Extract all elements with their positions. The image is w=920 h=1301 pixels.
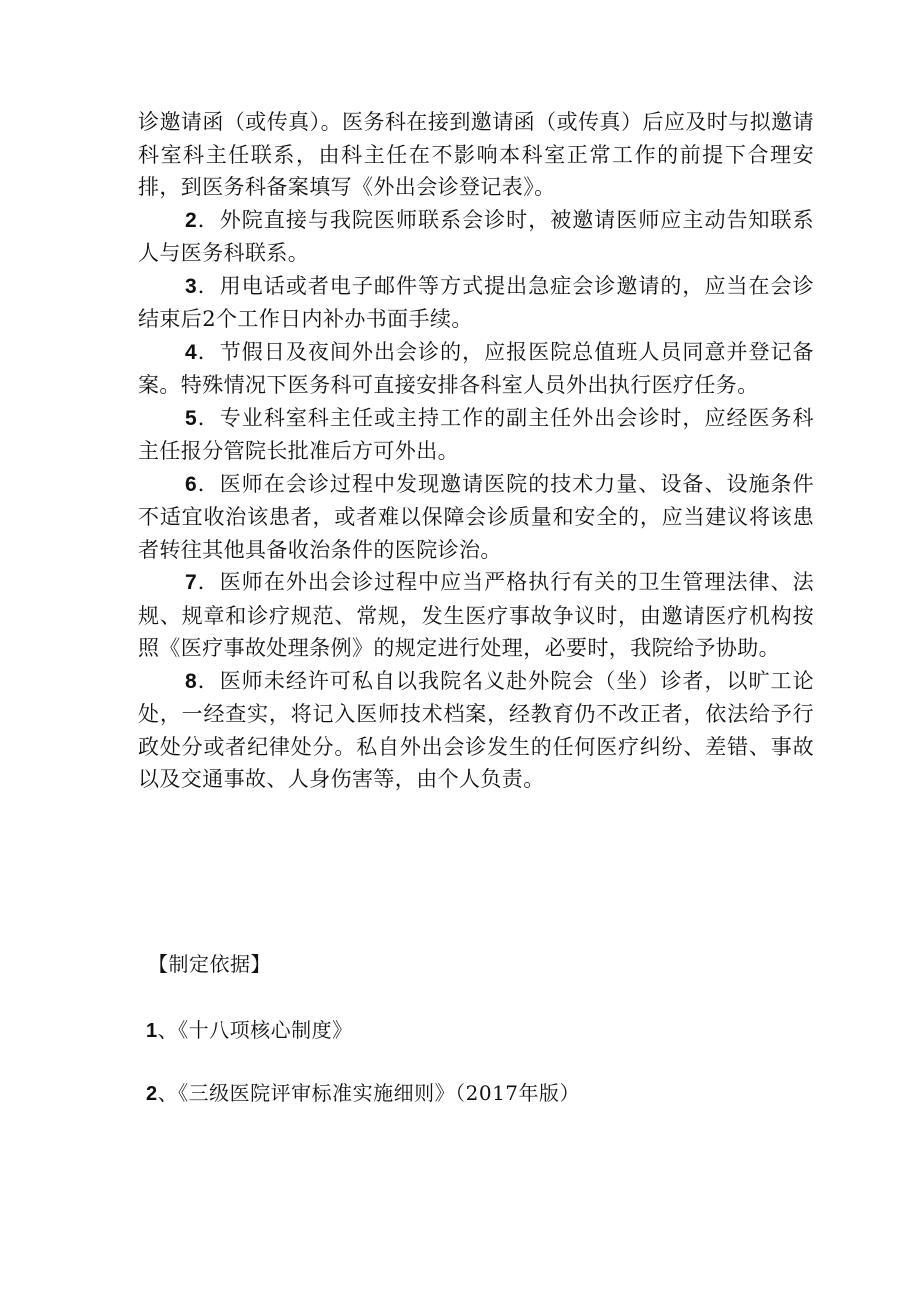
reference-item-2 [146, 1079, 580, 1108]
paragraph-text: ．节假日及夜间外出会诊的，应报医院总值班人员同意并登记备案。特殊情况下医务科可直接安排各科室人员外出执行医疗任务。 [138, 339, 814, 397]
paragraph-text: ．用电话或者电子邮件等方式提出急症会诊邀请的，应当在会诊结束后2个工作日内补办书面手续。 [138, 273, 814, 331]
paragraph-text: ．外院直接与我院医师联系会诊时，被邀请医师应主动告知联系人与医务科联系。 [138, 207, 814, 265]
reference-text: 、《三级医院评审标准实施细则》（2017年版） [157, 1081, 581, 1105]
reference-number: 1 [146, 1020, 158, 1042]
document-body [138, 106, 814, 796]
paragraph-text: ．专业科室科主任或主持工作的副主任外出会诊时，应经医务科主任报分管院长批准后方可外出。 [138, 405, 814, 463]
paragraph-item-3 [138, 270, 814, 336]
paragraph-item-7 [138, 566, 814, 665]
paragraph-item-4 [138, 336, 814, 402]
item-number: 6 [185, 472, 198, 496]
reference-text: 、《十八项核心制度》 [157, 1018, 353, 1042]
paragraph-item-6 [138, 468, 814, 567]
basis-heading: 【制定依据】 [148, 952, 271, 976]
paragraph-item-2 [138, 204, 814, 270]
item-number: 7 [185, 571, 198, 594]
reference-number: 2 [146, 1083, 158, 1105]
paragraph-text: 诊邀请函（或传真）。医务科在接到邀请函（或传真）后应及时与拟邀请科室科主任联系，由科主任在不影响本科室正常工作的前提下合理安排，到医务科备案填写《外出会诊登记表》。 [138, 110, 814, 199]
item-number: 4 [185, 340, 198, 364]
reference-item-1 [146, 1016, 353, 1045]
item-number: 3 [185, 274, 198, 298]
paragraph-text: ．医师在会诊过程中发现邀请医院的技术力量、设备、设施条件不适宜收治该患者，或者难以保障会诊质量和安全的，应当建议将该患者转往其他具备收治条件的医院诊治。 [138, 471, 814, 562]
paragraph-continuation [138, 106, 814, 204]
paragraph-item-5 [138, 402, 814, 468]
item-number: 8 [185, 669, 198, 693]
item-number: 2 [185, 208, 198, 232]
paragraph-text: ．医师在外出会诊过程中应当严格执行有关的卫生管理法律、法规、规章和诊疗规范、常规，发生医疗事故争议时，由邀请医疗机构按照《医疗事故处理条例》的规定进行处理，必要时，我院给予协助。 [138, 570, 814, 660]
item-number: 5 [185, 406, 198, 430]
paragraph-text: ．医师未经许可私自以我院名义赴外院会（坐）诊者，以旷工论处，一经查实，将记入医师技术档案，经教育仍不改正者，依法给予行政处分或者纪律处分。私自外出会诊发生的任何医疗纠纷、差错、事故以及交通事故、人身伤害等，由个人负责。 [138, 668, 814, 791]
paragraph-item-8 [138, 665, 814, 796]
